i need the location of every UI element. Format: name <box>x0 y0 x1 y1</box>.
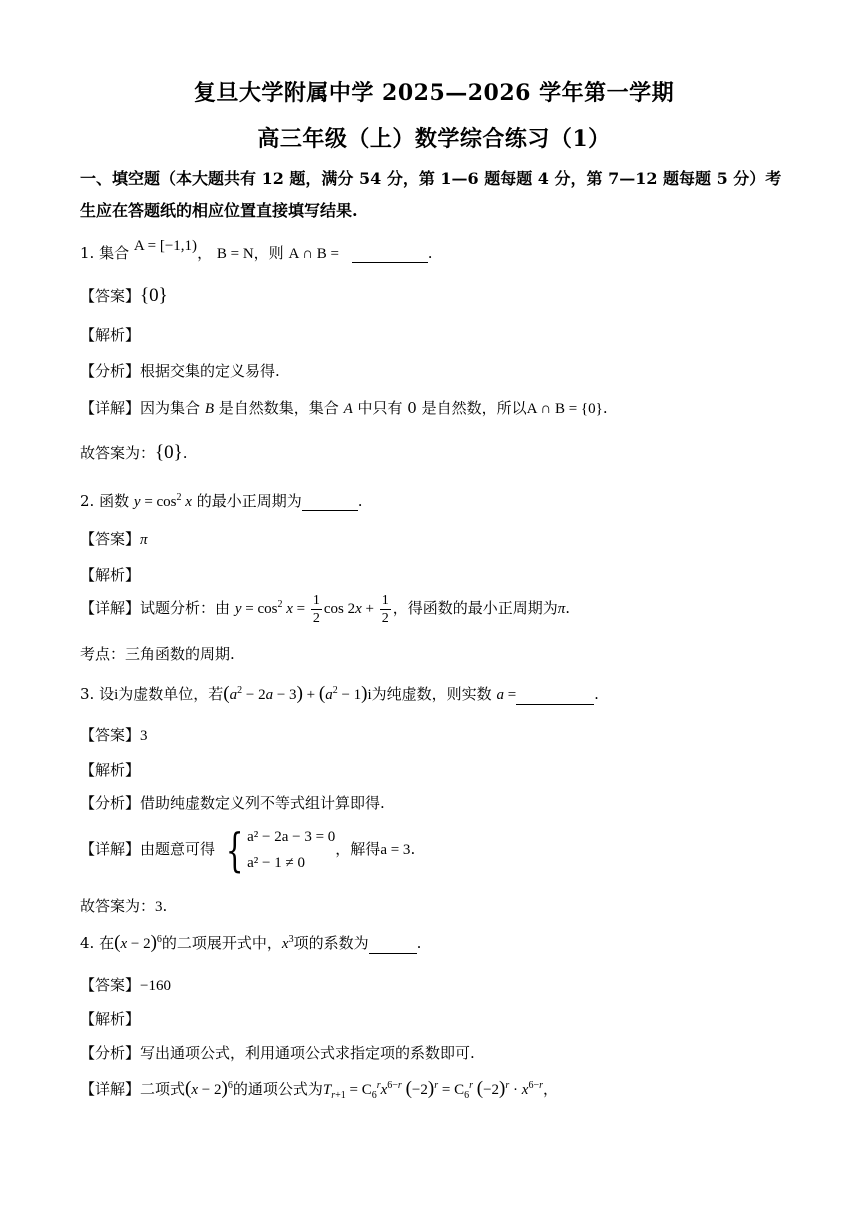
equation-system: a² − 2a − 3 = 0 a² − 1 ≠ 0 <box>247 829 336 871</box>
question-number: 1. <box>80 244 95 262</box>
complex-expression: $(a^2 - 2a - 3) + (a^2 - 1)i$ <box>223 683 372 704</box>
q1-analysis-label: 【解析】 <box>80 326 141 344</box>
function-expression: $y = \cos^2 x$ <box>133 492 192 510</box>
q4-fenxi: 【分析】写出通项公式，利用通项公式求指定项的系数即可. <box>80 1044 475 1062</box>
q2-answer: 【答案】π <box>80 530 148 548</box>
q3-analysis-label: 【解析】 <box>80 761 141 779</box>
cos-identity-formula: $y = \cos^2 x$ = $\frac{1}{2}$ cos 2x + $\frac{1}{2}$ <box>234 593 389 626</box>
question-2: 2. 函数 $y = \cos^2 x$ 的最小正周期为 . <box>80 492 363 510</box>
answer-blank <box>302 494 358 511</box>
q1-fenxi: 【分析】根据交集的定义易得. <box>80 362 280 380</box>
section-heading-line2: 生应在答题纸的相应位置直接填写结果. <box>80 201 358 220</box>
question-4: 4. 在$(x - 2)^6$的二项展开式中，$x^3$项的系数为 . <box>80 932 422 953</box>
q3-detail: 【详解】由题意可得 { a² − 2a − 3 = 0 a² − 1 ≠ 0 ，解得a = 3. <box>80 823 416 877</box>
question-number: 4. <box>80 934 95 952</box>
document-subtitle: 高三年级（上）数学综合练习（1） <box>257 126 611 152</box>
binomial-expression: $(x - 2)^6$ <box>114 932 162 953</box>
q2-kaodian: 考点：三角函数的周期. <box>80 645 235 663</box>
general-term-formula: $T_{r+1} = C_6^rx^{6-r}$ $(-2)^r = C_6^r$ $(-2)^r \cdot x^{6-r}$ <box>322 1078 543 1101</box>
answer-blank <box>352 246 428 263</box>
q4-answer: 【答案】−160 <box>80 976 171 994</box>
system-brace: { <box>225 823 244 877</box>
set-b-expression: B = N <box>216 246 254 262</box>
document-title: 复旦大学附属中学 2025—2026 学年第一学期 <box>193 80 675 106</box>
intersection-expression: A ∩ B = <box>288 246 340 262</box>
q2-detail: 【详解】试题分析：由 $y = \cos^2 x$ = $\frac{1}{2}$ cos 2x + $\frac{1}{2}$ ，得函数的最小正周期为π. <box>80 593 571 626</box>
q3-answer: 【答案】3 <box>80 726 148 744</box>
answer-blank <box>369 937 417 954</box>
question-3: 3. 设i为虚数单位，若$(a^2 - 2a - 3) + (a^2 - 1)i$为纯虚数，则实数 a = . <box>80 683 599 704</box>
set-a-expression: A = [−1,1) <box>133 238 198 254</box>
question-number: 2. <box>80 492 95 510</box>
q3-fenxi: 【分析】借助纯虚数定义列不等式组计算即得. <box>80 794 385 812</box>
q1-detail: 【详解】因为集合 B 是自然数集，集合 A 中只有 0 是自然数，所以A ∩ B = {0}. <box>80 399 608 417</box>
q3-gu: 故答案为：3. <box>80 897 168 915</box>
answer-blank <box>516 688 594 705</box>
question-number: 3. <box>80 685 95 703</box>
q2-analysis-label: 【解析】 <box>80 566 141 584</box>
q4-detail: 【详解】二项式$(x - 2)^6$的通项公式为$T_{r+1} = C_6^rx^{6-r}$ $(-2)^r = C_6^r$ $(-2)^r \cdot x^{6-r}$， <box>80 1078 558 1101</box>
q1-gu: 故答案为：{0}. <box>80 442 188 463</box>
q1-answer: 【答案】{0} <box>80 285 168 306</box>
section-heading-line1: 一、填空题（本大题共有 12 题，满分 54 分，第 1—6 题每题 4 分，第 7—12 题每题 5 分）考 <box>80 169 782 188</box>
question-1: 1. 集合 A = [−1,1)， B = N，则 A ∩ B = . <box>80 238 433 262</box>
q4-analysis-label: 【解析】 <box>80 1010 141 1028</box>
